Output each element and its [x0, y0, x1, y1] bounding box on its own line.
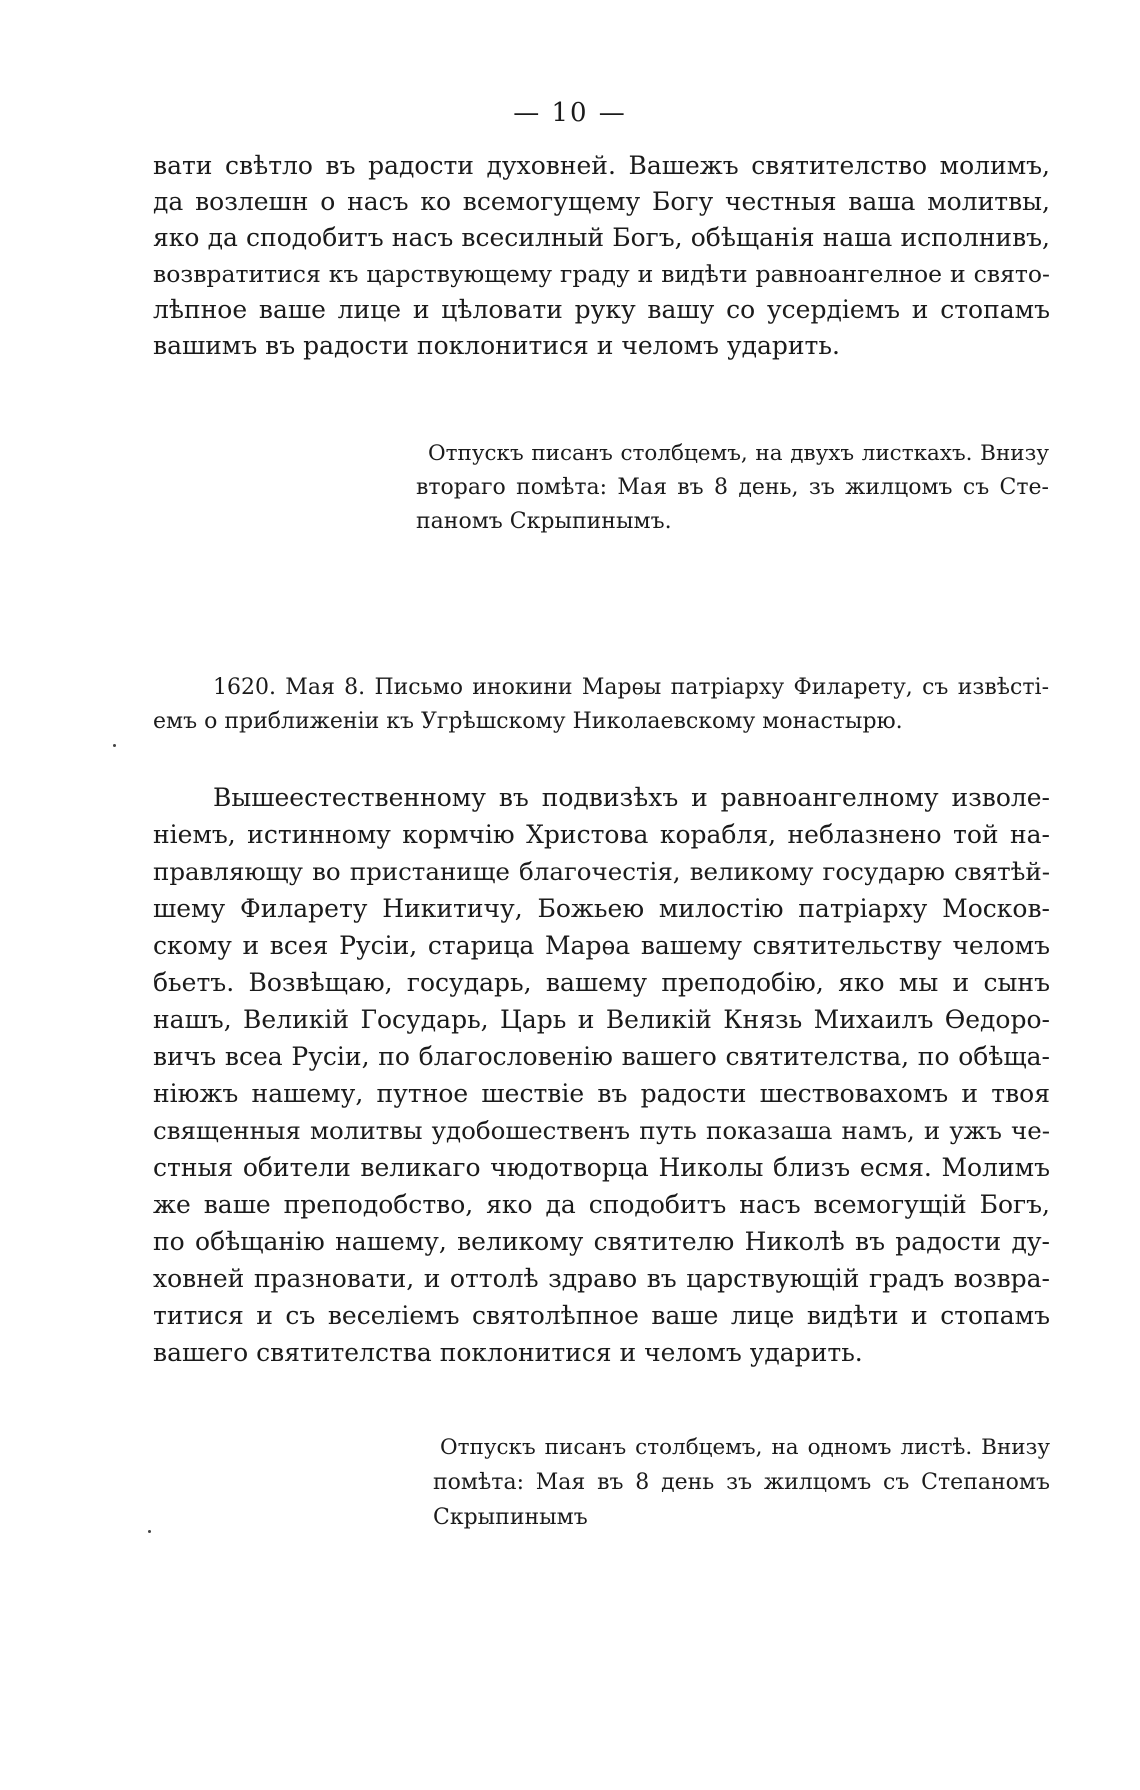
note-line: втораго помѣта: Мая въ 8 день, зъ жилцомъ съ Сте-	[416, 475, 1049, 500]
text-line: шему Филарету Никитичу, Божьею милостію патріарху Москов-	[153, 894, 1050, 923]
text-line: возвратитися къ царствующему граду и видѣти равноангелное и свято-	[153, 260, 1050, 288]
note-line: паномъ Скрыпинымъ.	[416, 509, 672, 534]
text-line: Вышеестественному въ подвизѣхъ и равноангелному изволе-	[213, 783, 1050, 812]
text-line: стныя обители великаго чюдотворца Николы близъ есмя. Молимъ	[153, 1153, 1050, 1182]
text-line: вичъ всеа Русіи, по благословенію вашего святителства, по обѣща-	[153, 1042, 1050, 1071]
text-line: ніемъ, истинному кормчію Христова корабля, неблазнено той на-	[153, 820, 1050, 849]
heading-line: 1620. Мая 8. Письмо инокини Марѳы патріарху Филарету, съ извѣсті-	[213, 675, 1049, 700]
heading-line: емъ о приближеніи къ Угрѣшскому Николаевскому монастырю.	[153, 709, 903, 734]
text-line: лѣпное ваше лице и цѣловати руку вашу со усердіемъ и стопамъ	[153, 295, 1050, 324]
text-line: священныя молитвы удобошественъ путь показаша намъ, и ужъ че-	[153, 1116, 1050, 1145]
text-line: скому и всея Русіи, старица Марѳа вашему святительству челомъ	[153, 931, 1050, 960]
text-line: вашего святителства поклонитися и челомъ ударить.	[153, 1338, 863, 1367]
text-line: нашъ, Великій Государь, Царь и Великій Князь Михаилъ Ѳедоро-	[153, 1005, 1050, 1034]
text-line: яко да сподобитъ насъ всесилный Богъ, обѣщанія наша исполнивъ,	[153, 223, 1050, 252]
text-line: да возлешн о насъ ко всемогущему Богу честныя ваша молитвы,	[153, 187, 1050, 216]
text-line: по обѣщанію нашему, великому святителю Николѣ въ радости ду-	[153, 1227, 1050, 1256]
note-line: Отпускъ писанъ столбцемъ, на двухъ листкахъ. Внизу	[428, 441, 1049, 466]
note-line: Скрыпинымъ	[433, 1505, 588, 1530]
note-line: Отпускъ писанъ столбцемъ, на одномъ листѣ. Внизу	[440, 1435, 1050, 1460]
page-number: — 10 —	[513, 98, 627, 128]
text-line: же ваше преподобство, яко да сподобитъ насъ всемогущій Богъ,	[153, 1190, 1050, 1219]
text-line: титися и съ веселіемъ святолѣпное ваше лице видѣти и стопамъ	[153, 1301, 1050, 1330]
scan-speck	[148, 1530, 151, 1533]
text-line: ховней празновати, и оттолѣ здраво въ царствующій градъ возвра-	[153, 1264, 1050, 1293]
text-line: правляющу во пристанище благочестія, великому государю святѣй-	[153, 857, 1050, 886]
text-line: вашимъ въ радости поклонитися и челомъ ударить.	[153, 331, 840, 360]
text-line: вати свѣтло въ радости духовней. Вашежъ святителство молимъ,	[153, 151, 1050, 180]
text-line: ніюжъ нашему, путное шествіе въ радости шествовахомъ и твоя	[153, 1079, 1050, 1108]
scan-speck	[113, 744, 116, 747]
text-line: бьетъ. Возвѣщаю, государь, вашему преподобію, яко мы и сынъ	[153, 968, 1050, 997]
note-line: помѣта: Мая въ 8 день зъ жилцомъ съ Степаномъ	[433, 1470, 1050, 1495]
